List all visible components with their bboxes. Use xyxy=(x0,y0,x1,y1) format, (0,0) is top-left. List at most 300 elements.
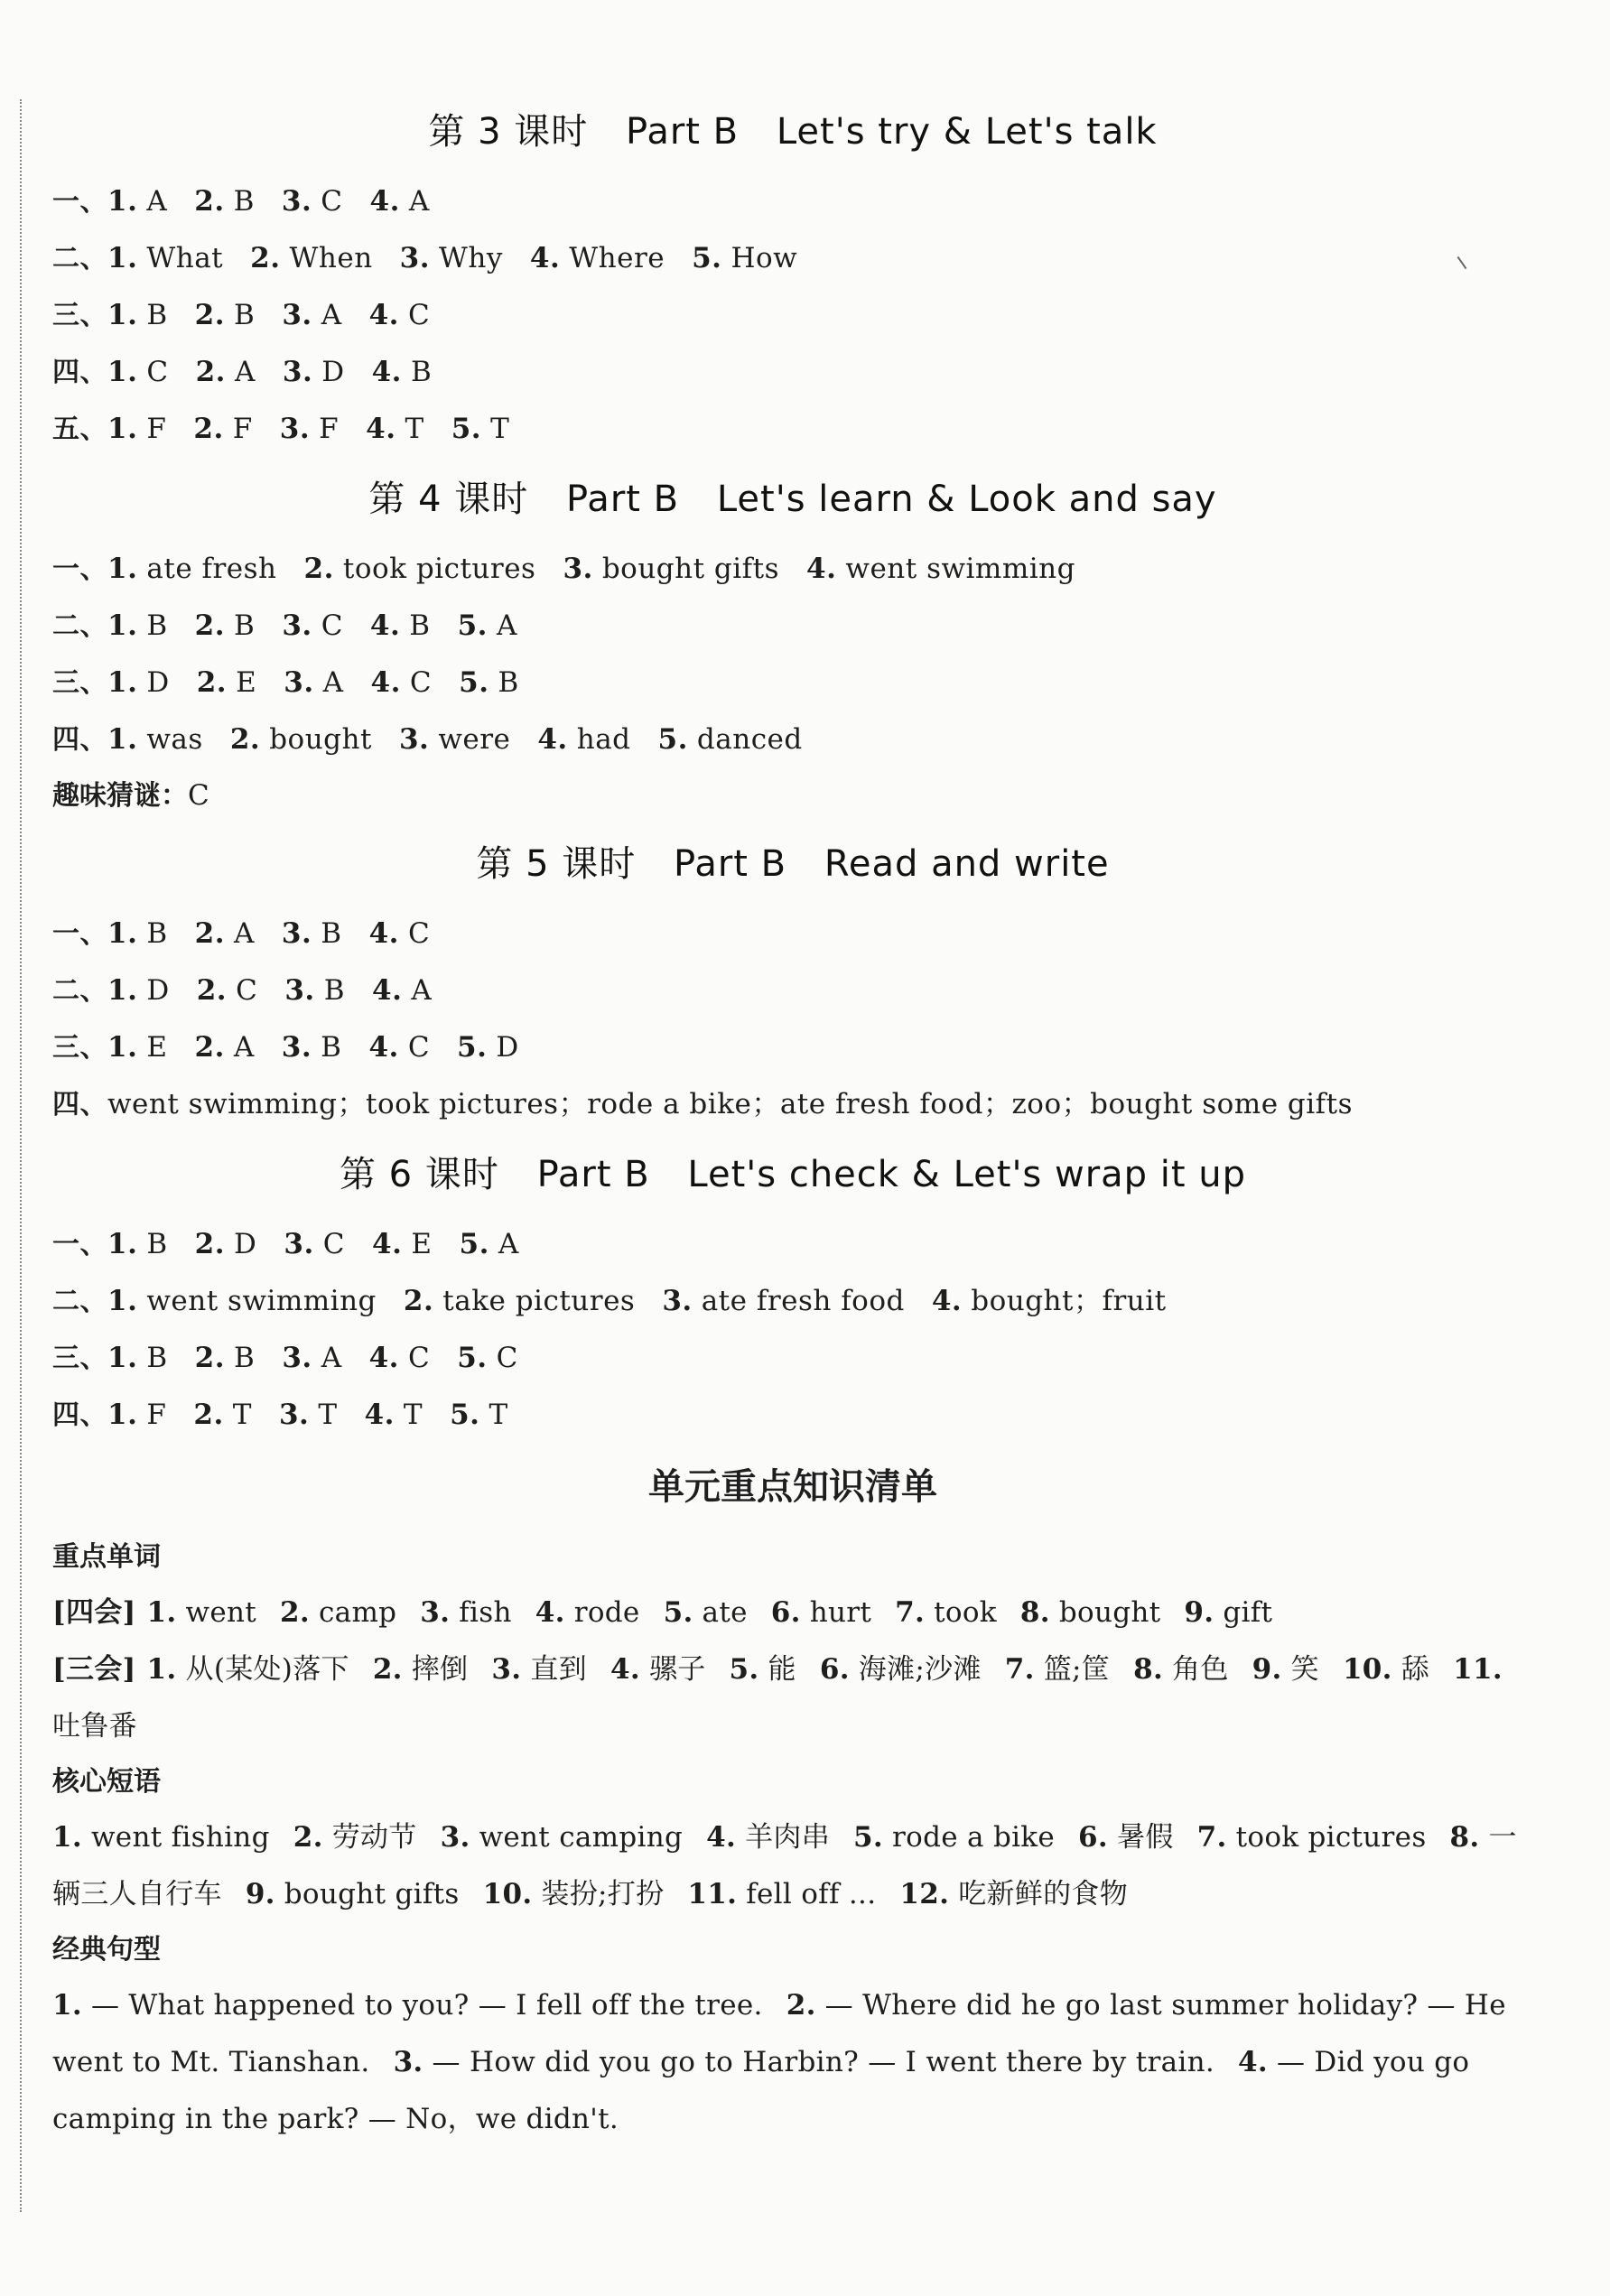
item-value: fish xyxy=(459,1596,512,1629)
answer-item xyxy=(370,185,430,218)
answer-row xyxy=(52,541,1533,598)
item-value: went fishing xyxy=(90,1821,270,1854)
item-number: 5. xyxy=(853,1821,883,1854)
section-number: 四、 xyxy=(52,1399,107,1431)
item-number: 9. xyxy=(1184,1596,1214,1629)
answer-item xyxy=(932,1285,1167,1317)
answer-item xyxy=(371,666,433,699)
answer-item xyxy=(283,356,345,388)
question-number: 1. xyxy=(107,356,138,388)
answer-item xyxy=(195,1031,255,1064)
question-number: 5. xyxy=(457,609,488,642)
core-phrases xyxy=(52,1809,1533,1923)
lesson-topic: Read and write xyxy=(824,843,1110,885)
list-item xyxy=(246,1878,460,1910)
item-value: 一辆三人自行车 xyxy=(52,1821,1517,1910)
item-number: 9. xyxy=(245,1878,275,1910)
answer-value: What xyxy=(146,242,224,274)
item-value: — How did you go to Harbin? — I went there by train. xyxy=(432,2046,1214,2078)
lesson4-answers xyxy=(52,541,1533,768)
answer-row xyxy=(52,655,1533,711)
answer-value: went swimming xyxy=(146,1285,377,1317)
list-item xyxy=(147,1596,256,1629)
list-item xyxy=(820,1653,982,1686)
question-number: 1. xyxy=(107,242,138,274)
answer-value: danced xyxy=(696,723,803,756)
item-value: bought gifts xyxy=(284,1878,460,1910)
core-phrases-label: 核心短语 xyxy=(52,1766,161,1798)
answer-value: B xyxy=(321,917,342,950)
question-number: 1. xyxy=(107,1031,138,1064)
list-item xyxy=(280,1596,396,1629)
list-item xyxy=(610,1653,706,1686)
answer-row xyxy=(52,1076,1533,1133)
answer-value: F xyxy=(146,1399,167,1431)
answer-value: B xyxy=(234,299,256,331)
item-value: 暑假 xyxy=(1117,1821,1174,1854)
answer-item xyxy=(282,299,341,331)
answer-item xyxy=(195,917,255,950)
answer-value: B xyxy=(146,609,168,642)
question-number: 4. xyxy=(931,1285,963,1317)
answer-value: A xyxy=(234,917,255,950)
question-number: 4. xyxy=(366,413,396,445)
answer-item xyxy=(107,356,169,388)
item-number: 10. xyxy=(482,1878,533,1910)
item-number: 7. xyxy=(1196,1821,1227,1854)
question-number: 4. xyxy=(537,723,568,756)
question-number: 1. xyxy=(107,1228,138,1260)
item-number: 1. xyxy=(146,1596,177,1629)
section-number: 三、 xyxy=(52,300,107,331)
answer-item xyxy=(107,413,166,445)
key-sentences xyxy=(52,1977,1533,2148)
answer-item xyxy=(280,413,339,445)
question-number: 4. xyxy=(369,185,400,218)
question-number: 2. xyxy=(194,185,225,218)
answer-value: were xyxy=(438,723,511,756)
answer-value: T xyxy=(490,413,510,445)
answer-row xyxy=(52,906,1533,962)
list-item xyxy=(771,1596,871,1629)
answer-value: Why xyxy=(439,242,503,274)
item-value: hurt xyxy=(809,1596,872,1629)
answer-item xyxy=(658,723,803,756)
answer-item xyxy=(459,666,519,699)
item-value: went camping xyxy=(479,1821,684,1854)
answer-item xyxy=(107,917,168,950)
answer-value: D xyxy=(146,666,170,699)
answer-value: ate fresh food xyxy=(701,1285,905,1317)
answer-item xyxy=(195,1342,256,1374)
item-value: 角色 xyxy=(1172,1653,1229,1686)
section-number: 四、 xyxy=(52,724,107,756)
list-item xyxy=(293,1821,417,1854)
answer-row xyxy=(52,1273,1533,1330)
answer-value: B xyxy=(146,1342,168,1374)
answer-item xyxy=(107,553,277,585)
item-number: 1. xyxy=(52,1821,82,1854)
answer-value: C xyxy=(321,609,343,642)
answer-value: C xyxy=(496,1342,518,1374)
answer-item xyxy=(107,1228,168,1260)
question-number: 3. xyxy=(282,1342,312,1374)
item-value: 从(某处)落下 xyxy=(185,1653,349,1686)
answer-value: A xyxy=(408,185,430,218)
answer-value: E xyxy=(411,1228,433,1260)
item-number: 5. xyxy=(729,1653,759,1686)
answer-item xyxy=(537,723,630,756)
item-number: 5. xyxy=(663,1596,693,1629)
answer-value: How xyxy=(731,242,798,274)
answer-item xyxy=(282,609,343,642)
answer-value: A xyxy=(322,666,344,699)
answer-row xyxy=(52,598,1533,655)
question-number: 5. xyxy=(457,1031,488,1064)
answer-item xyxy=(368,1031,430,1064)
answer-value: B xyxy=(410,356,433,388)
question-number: 5. xyxy=(451,413,482,445)
answer-value: D xyxy=(146,974,170,1007)
list-item xyxy=(853,1821,1055,1854)
answer-item xyxy=(279,1399,338,1431)
answer-value: D xyxy=(496,1031,519,1064)
answer-item xyxy=(284,974,345,1007)
answer-row xyxy=(52,962,1533,1019)
section-number: 二、 xyxy=(52,975,107,1007)
item-number: 11. xyxy=(1453,1653,1503,1686)
item-value: 吃新鲜的食物 xyxy=(958,1878,1129,1910)
list-item xyxy=(1005,1653,1110,1686)
answer-value: C xyxy=(322,1228,345,1260)
item-number: 8. xyxy=(1449,1821,1480,1854)
answer-value: C xyxy=(407,917,431,950)
answer-item xyxy=(107,1342,168,1374)
question-number: 4. xyxy=(372,1228,403,1260)
item-value: — Did you go camping in the park? — No，we didn't. xyxy=(52,2046,1470,2135)
lesson-topic: Let's try & Let's talk xyxy=(776,111,1158,153)
answer-item xyxy=(107,299,168,331)
answer-item xyxy=(458,609,517,642)
answer-value: B xyxy=(146,299,168,331)
item-value: gift xyxy=(1223,1596,1273,1629)
question-number: 1. xyxy=(107,1342,138,1374)
item-value: 装扮;打扮 xyxy=(541,1878,665,1910)
answer-item xyxy=(107,1031,168,1064)
item-value: went xyxy=(185,1596,257,1629)
question-number: 1. xyxy=(107,1285,138,1317)
answer-item xyxy=(450,1399,508,1431)
question-number: 3. xyxy=(281,917,312,950)
section-number: 三、 xyxy=(52,1032,107,1064)
riddle-value: C xyxy=(188,779,209,812)
lesson-number: 第 4 课时 xyxy=(368,479,529,520)
question-number: 1. xyxy=(107,974,138,1007)
answer-value: E xyxy=(236,666,257,699)
question-number: 2. xyxy=(303,553,334,585)
answer-value: D xyxy=(321,356,345,388)
lesson-number: 第 6 课时 xyxy=(339,1154,499,1195)
item-number: 2. xyxy=(372,1653,403,1686)
answer-item xyxy=(197,666,257,699)
answer-item xyxy=(692,242,797,274)
key-words-label: 重点单词 xyxy=(52,1541,161,1573)
item-number: 7. xyxy=(1004,1653,1035,1686)
section-number: 二、 xyxy=(52,610,107,642)
answer-item xyxy=(197,974,258,1007)
answer-item xyxy=(369,1342,431,1374)
answer-value: B xyxy=(323,974,345,1007)
answer-item xyxy=(806,553,1075,585)
answer-value: bought xyxy=(269,723,372,756)
question-number: 1. xyxy=(107,1399,138,1431)
answer-item xyxy=(563,553,779,585)
question-number: 1. xyxy=(107,723,138,756)
answer-item xyxy=(230,723,372,756)
answer-item xyxy=(107,1399,166,1431)
section-number: 四、 xyxy=(52,1089,107,1120)
answer-item xyxy=(284,1228,345,1260)
answer-item xyxy=(365,1399,423,1431)
answer-value: B xyxy=(146,1228,168,1260)
answer-value: B xyxy=(233,185,255,218)
item-number: 6. xyxy=(819,1653,850,1686)
list-item xyxy=(1020,1596,1161,1629)
question-number: 3. xyxy=(282,356,313,388)
unit-summary-title: 单元重点知识清单 xyxy=(648,1466,937,1508)
list-item xyxy=(1184,1596,1272,1629)
riddle-label: 趣味猜谜： xyxy=(52,780,188,812)
question-number: 5. xyxy=(692,242,722,274)
answer-item xyxy=(372,974,432,1007)
item-number: 8. xyxy=(1019,1596,1050,1629)
question-number: 2. xyxy=(229,723,261,756)
answer-item xyxy=(107,974,170,1007)
question-number: 5. xyxy=(657,723,688,756)
section-number: 三、 xyxy=(52,667,107,699)
answer-row xyxy=(52,1019,1533,1076)
answer-item xyxy=(282,917,342,950)
answer-page xyxy=(52,90,1533,2148)
question-number: 2. xyxy=(195,356,226,388)
answer-item xyxy=(400,242,503,274)
list-item xyxy=(147,1653,349,1686)
list-item xyxy=(420,1596,511,1629)
question-number: 1. xyxy=(107,553,138,585)
list-item xyxy=(687,1878,876,1910)
list-item xyxy=(1078,1821,1174,1854)
question-number: 1. xyxy=(107,609,138,642)
answer-row xyxy=(52,401,1533,458)
answer-item xyxy=(530,242,665,274)
answer-row xyxy=(52,711,1533,768)
item-number: 3. xyxy=(420,1596,451,1629)
item-value: — Where did he go last summer holiday? — He went to Mt. Tianshan. xyxy=(52,1989,1506,2078)
question-number: 5. xyxy=(457,1342,488,1374)
answer-value: C xyxy=(321,185,343,218)
answer-value: C xyxy=(407,299,431,331)
answer-item xyxy=(196,356,256,388)
answer-value: take pictures xyxy=(442,1285,636,1317)
answer-value: A xyxy=(233,1031,255,1064)
answer-item xyxy=(284,666,343,699)
answer-item xyxy=(107,723,203,756)
binding-dotted-line xyxy=(20,99,22,2212)
question-number: 2. xyxy=(250,242,281,274)
item-number: 1. xyxy=(52,1989,82,2022)
lesson-topic: Let's learn & Look and say xyxy=(716,479,1217,520)
question-number: 3. xyxy=(284,666,314,699)
lesson-part: Part B xyxy=(674,843,787,885)
answer-item xyxy=(404,1285,635,1317)
answer-item xyxy=(451,413,510,445)
answer-item xyxy=(107,242,223,274)
item-number: 4. xyxy=(610,1653,640,1686)
answer-item xyxy=(370,609,431,642)
list-item xyxy=(706,1821,830,1854)
question-number: 4. xyxy=(372,974,403,1007)
four-skill-words xyxy=(52,1585,1533,1641)
item-number: 2. xyxy=(786,1989,816,2022)
answer-value: A xyxy=(234,356,256,388)
answer-value: Where xyxy=(569,242,665,274)
answer-item xyxy=(250,242,373,274)
section-number: 一、 xyxy=(52,186,107,218)
question-number: 3. xyxy=(563,553,593,585)
answer-value: F xyxy=(146,413,167,445)
answer-value: T xyxy=(232,1399,252,1431)
list-item xyxy=(1343,1653,1429,1686)
list-item xyxy=(373,1653,469,1686)
answer-item xyxy=(662,1285,905,1317)
answer-row xyxy=(52,287,1533,344)
list-item xyxy=(483,1878,665,1910)
item-value: camp xyxy=(319,1596,397,1629)
answer-value: T xyxy=(405,413,424,445)
question-number: 3. xyxy=(279,413,311,445)
answer-item xyxy=(369,917,431,950)
answer-value: C xyxy=(407,1342,431,1374)
item-number: 3. xyxy=(393,2046,423,2078)
item-number: 2. xyxy=(280,1596,310,1629)
section-number: 五、 xyxy=(52,414,107,445)
list-item xyxy=(1133,1653,1229,1686)
question-number: 2. xyxy=(194,1228,226,1260)
answer-value: A xyxy=(146,185,168,218)
answer-item xyxy=(372,356,433,388)
answer-value: E xyxy=(146,1031,168,1064)
answer-item xyxy=(195,299,256,331)
answer-value: A xyxy=(321,299,342,331)
three-skill-words xyxy=(52,1641,1533,1755)
item-value: 摔倒 xyxy=(411,1653,469,1686)
question-number: 3. xyxy=(662,1285,693,1317)
question-number: 4. xyxy=(368,917,399,950)
item-number: 12. xyxy=(899,1878,950,1910)
riddle-answer xyxy=(52,768,1533,823)
list-item xyxy=(899,1878,1128,1910)
section-number: 一、 xyxy=(52,553,107,585)
question-number: 3. xyxy=(284,1228,314,1260)
item-number: 6. xyxy=(770,1596,801,1629)
item-number: 3. xyxy=(440,1821,470,1854)
answer-value: had xyxy=(576,723,631,756)
lesson-part: Part B xyxy=(536,1154,650,1195)
answer-item xyxy=(399,723,510,756)
item-value: — What happened to you? — I fell off the tree. xyxy=(90,1989,763,2022)
answer-item xyxy=(282,1342,341,1374)
question-number: 5. xyxy=(459,666,489,699)
answer-value: B xyxy=(234,1342,256,1374)
answer-item xyxy=(457,1342,518,1374)
question-number: 3. xyxy=(398,723,430,756)
section-number: 二、 xyxy=(52,1286,107,1317)
section-number: 三、 xyxy=(52,1343,107,1374)
answer-item xyxy=(195,609,256,642)
answer-value: took pictures xyxy=(342,553,536,585)
item-value: 笑 xyxy=(1290,1653,1319,1686)
question-number: 4. xyxy=(806,553,837,585)
answer-item xyxy=(107,185,167,218)
answer-value: B xyxy=(234,609,256,642)
list-item xyxy=(394,2046,1214,2078)
item-value: bought xyxy=(1058,1596,1161,1629)
item-value: took pictures xyxy=(1235,1821,1427,1854)
item-value: fell off ... xyxy=(746,1878,877,1910)
answer-row xyxy=(52,230,1533,287)
answer-value: A xyxy=(496,609,517,642)
answer-value: F xyxy=(232,413,253,445)
question-number: 2. xyxy=(194,609,226,642)
lesson4-heading xyxy=(52,458,1533,541)
answer-item xyxy=(457,1031,519,1064)
item-value: 能 xyxy=(768,1653,796,1686)
list-item xyxy=(441,1821,684,1854)
question-number: 2. xyxy=(194,299,226,331)
question-number: 5. xyxy=(450,1399,480,1431)
question-number: 4. xyxy=(368,1342,399,1374)
item-value: took xyxy=(934,1596,997,1629)
item-number: 4. xyxy=(706,1821,737,1854)
item-number: 4. xyxy=(535,1596,565,1629)
question-number: 2. xyxy=(194,917,226,950)
answer-item xyxy=(193,413,252,445)
answer-item xyxy=(372,1228,433,1260)
answer-value: B xyxy=(498,666,519,699)
answer-row xyxy=(52,344,1533,401)
list-item xyxy=(535,1596,640,1629)
question-number: 5. xyxy=(459,1228,489,1260)
answer-item xyxy=(195,1228,257,1260)
question-number: 3. xyxy=(284,974,315,1007)
answer-value: A xyxy=(321,1342,342,1374)
section-number: 二、 xyxy=(52,243,107,274)
section-number: 四、 xyxy=(52,357,107,388)
answer-value: went swimming xyxy=(845,553,1075,585)
answer-row xyxy=(52,1387,1533,1444)
list-item xyxy=(1197,1821,1427,1854)
list-item xyxy=(895,1596,997,1629)
item-number: 11. xyxy=(687,1878,738,1910)
answer-item xyxy=(107,666,170,699)
item-number: 8. xyxy=(1133,1653,1164,1686)
answer-value: ate fresh xyxy=(146,553,277,585)
answer-value: C xyxy=(409,666,433,699)
question-number: 2. xyxy=(196,974,228,1007)
answer-value: F xyxy=(319,413,340,445)
item-number: 7. xyxy=(895,1596,926,1629)
answer-value: A xyxy=(411,974,433,1007)
